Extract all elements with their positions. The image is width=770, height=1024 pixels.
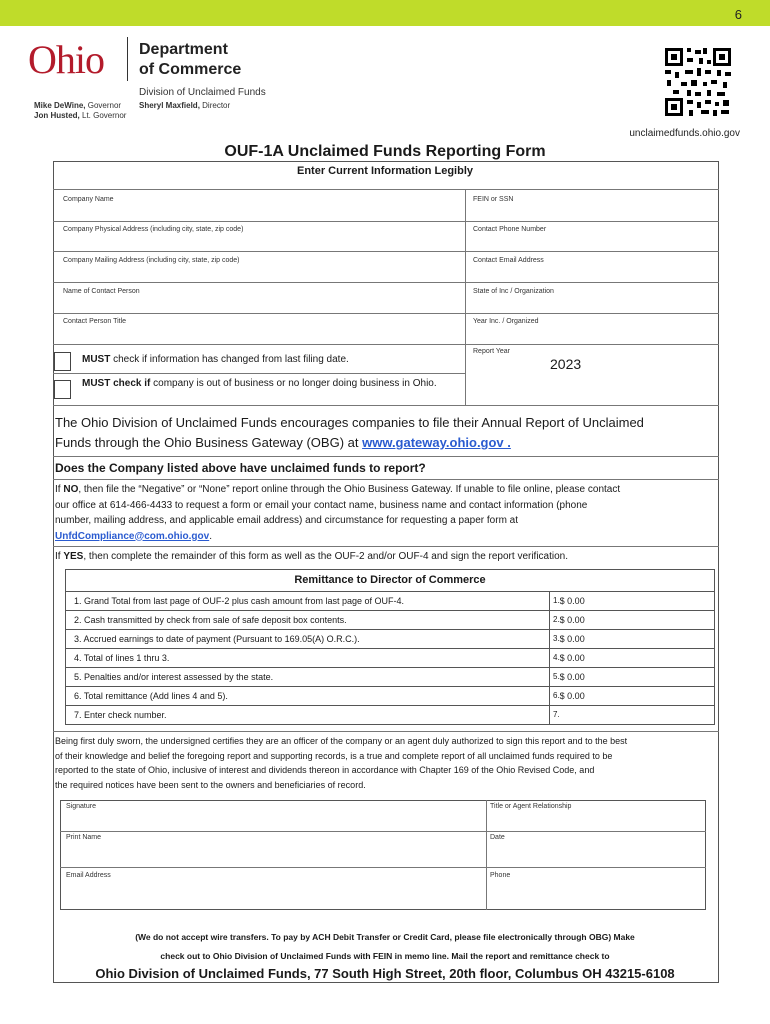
divider [53, 479, 719, 480]
remittance-line-number: 7. [553, 710, 560, 719]
director-title: Director [199, 101, 231, 110]
obg-line2: Funds through the Ohio Business Gateway (OBG) at [55, 435, 363, 450]
company-name-label: Company Name [63, 196, 114, 203]
department-name [139, 40, 241, 80]
website-url: unclaimedfunds.ohio.gov [629, 128, 740, 139]
if-no-paragraph [55, 482, 705, 544]
if-no-line1: , then file the “Negative” or “None” report online through the Ohio Business Gateway. If unable to file online, please contact [78, 484, 621, 495]
remittance-amount: $ 0.00 [559, 672, 585, 682]
footer-line1: (We do not accept wire transfers. To pay by ACH Debit Transfer or Credit Card, please file electronically through OBG) Make [135, 932, 635, 942]
governor-title: Governor [85, 101, 122, 110]
out-of-business-text [82, 376, 437, 392]
division-name: Division of Unclaimed Funds [139, 87, 266, 98]
if-yes-bold: YES [63, 551, 84, 562]
obg-line1: The Ohio Division of Unclaimed Funds encourages companies to file their Annual Report of Unclaimed [55, 415, 644, 430]
divider [53, 251, 719, 252]
remittance-table [65, 591, 715, 725]
must-label: MUST [82, 354, 111, 365]
if-no-prefix: If [55, 484, 64, 495]
divider [53, 189, 719, 190]
signature-box [60, 800, 706, 910]
remittance-row-label: 3. Accrued earnings to date of payment (Pursuant to 169.05(A) O.R.C.). [66, 630, 550, 649]
remittance-row-label: 5. Penalties and/or interest assessed by the state. [66, 668, 550, 687]
if-no-line3: number, mailing address, and applicable email address) and circumstance for requesting a paper form at [55, 515, 519, 526]
info-changed-label: check if information has changed from last filing date. [110, 354, 349, 365]
contact-person-label: Name of Contact Person [63, 288, 140, 295]
remittance-row [66, 630, 715, 649]
remittance-row-label: 1. Grand Total from last page of OUF-2 plus cash amount from last page of OUF-4. [66, 592, 550, 611]
footer-line2: check out to Ohio Division of Unclaimed Funds with FEIN in memo line. Mail the report and remittance check to [160, 951, 610, 961]
divider [53, 405, 719, 406]
fein-label: FEIN or SSN [473, 196, 514, 203]
remittance-row [66, 611, 715, 630]
obg-paragraph [55, 413, 644, 453]
remittance-line-number: 6. [553, 691, 560, 700]
remittance-line-number: 2. [553, 615, 560, 624]
if-yes-prefix: If [55, 551, 64, 562]
qr-code-icon [663, 46, 733, 118]
divider [53, 731, 719, 732]
if-no-bold: NO [63, 484, 79, 495]
out-of-business-label: company is out of business or no longer doing business in Ohio. [150, 378, 437, 389]
divider [53, 282, 719, 283]
remittance-amount-field[interactable] [550, 687, 715, 706]
remittance-amount-field[interactable] [550, 592, 715, 611]
remittance-row [66, 649, 715, 668]
remittance-row-label: 7. Enter check number. [66, 706, 550, 725]
ohio-logo: Ohio [28, 37, 104, 82]
out-of-business-checkbox[interactable] [54, 380, 71, 399]
department-line2: of Commerce [139, 61, 242, 78]
footer-notice [0, 928, 770, 966]
remittance-amount-field[interactable] [550, 630, 715, 649]
remittance-amount: $ 0.00 [559, 596, 585, 606]
grid-divider [486, 800, 487, 910]
officials [34, 101, 126, 121]
remittance-amount: $ 0.00 [559, 634, 585, 644]
divider [53, 313, 719, 314]
form-title: OUF-1A Unclaimed Funds Reporting Form [224, 143, 546, 160]
footer-address: Ohio Division of Unclaimed Funds, 77 South High Street, 20th floor, Columbus OH 43215-6108 [95, 966, 675, 981]
print-name-label[interactable]: Print Name [66, 834, 102, 841]
remittance-title: Remittance to Director of Commerce [65, 569, 715, 592]
director-name: Sheryl Maxfield, [139, 101, 200, 110]
oath-line3: reported to the state of Ohio, inclusive of interest and dividends thereon in accordance with Chapter 169 of the Ohio Revised Code, and [55, 765, 595, 775]
director [139, 101, 230, 110]
if-yes-text: , then complete the remainder of this form as well as the OUF-2 and/or OUF-4 and sign the report verification. [83, 551, 569, 562]
report-year-label: Report Year [473, 348, 510, 355]
remittance-line-number: 5. [553, 672, 560, 681]
compliance-email-link[interactable]: UnfdCompliance@com.ohio.gov [55, 530, 210, 542]
remittance-amount: $ 0.00 [559, 691, 585, 701]
phone-label[interactable]: Phone [490, 872, 511, 879]
if-no-period: . [209, 530, 212, 542]
remittance-row-label: 6. Total remittance (Add lines 4 and 5). [66, 687, 550, 706]
date-label[interactable]: Date [490, 834, 505, 841]
divider [53, 373, 465, 374]
info-changed-text [82, 352, 349, 368]
title-relationship-label[interactable]: Title or Agent Relationship [490, 803, 572, 810]
divider [53, 456, 719, 457]
remittance-row-label: 2. Cash transmitted by check from sale of safe deposit box contents. [66, 611, 550, 630]
oath-paragraph [55, 734, 717, 792]
oath-line4: the required notices have been sent to the owners and beneficiaries of record. [55, 779, 366, 790]
form-subtitle: Enter Current Information Legibly [296, 165, 473, 177]
report-year-value[interactable]: 2023 [550, 356, 582, 372]
mailing-address-label: Company Mailing Address (including city, state, zip code) [63, 257, 240, 264]
remittance-line-number: 3. [553, 634, 560, 643]
lt-governor-name: Jon Husted, [34, 111, 80, 120]
state-of-inc-label: State of Inc / Organization [473, 288, 554, 295]
physical-address-label: Company Physical Address (including city, state, zip code) [63, 226, 244, 233]
divider [53, 546, 719, 547]
must-check-label: MUST check if [82, 378, 151, 389]
contact-email-label: Contact Email Address [473, 257, 544, 264]
remittance-amount-field[interactable] [550, 649, 715, 668]
remittance-row-label: 4. Total of lines 1 thru 3. [66, 649, 550, 668]
email-address-label[interactable]: Email Address [66, 872, 111, 879]
remittance-amount-field[interactable] [550, 706, 715, 725]
info-changed-checkbox[interactable] [54, 352, 71, 371]
oath-line1: Being first duly sworn, the undersigned certifies they are an officer of the company or an agent duly authorized to sign this report and to the best [55, 736, 628, 746]
logo-divider [127, 37, 128, 81]
remittance-row [66, 706, 715, 725]
remittance-amount: $ 0.00 [559, 615, 585, 625]
contact-title-label: Contact Person Title [63, 318, 127, 325]
lt-governor-title: Lt. Governor [79, 111, 127, 120]
remittance-amount: $ 0.00 [559, 653, 585, 663]
divider [60, 831, 706, 832]
remittance-line-number: 4. [553, 653, 560, 662]
remittance-amount-field[interactable] [550, 668, 715, 687]
if-no-line2: our office at 614-466-4433 to request a form or email your contact name, business name and contact information (phone [55, 499, 588, 511]
divider [60, 867, 706, 868]
divider [53, 221, 719, 222]
signature-label[interactable]: Signature [66, 803, 96, 810]
remittance-amount-field[interactable] [550, 611, 715, 630]
remittance-line-number: 1. [553, 596, 560, 605]
year-inc-label: Year Inc. / Organized [473, 318, 539, 325]
department-line1: Department [139, 41, 228, 58]
divider [53, 344, 719, 345]
oath-line2: of their knowledge and belief the foregoing report and supporting records, is a true and complete report of all unclaimed funds required to be [55, 750, 613, 761]
obg-link[interactable]: www.gateway.ohio.gov . [362, 435, 511, 450]
if-yes-paragraph [55, 549, 715, 565]
top-color-bar [0, 0, 770, 26]
page-number: 6 [734, 7, 742, 22]
remittance-row [66, 687, 715, 706]
governor-name: Mike DeWine, [34, 101, 86, 110]
contact-phone-label: Contact Phone Number [473, 226, 547, 233]
remittance-row [66, 668, 715, 687]
question-heading: Does the Company listed above have unclaimed funds to report? [55, 461, 426, 475]
remittance-row [66, 592, 715, 611]
